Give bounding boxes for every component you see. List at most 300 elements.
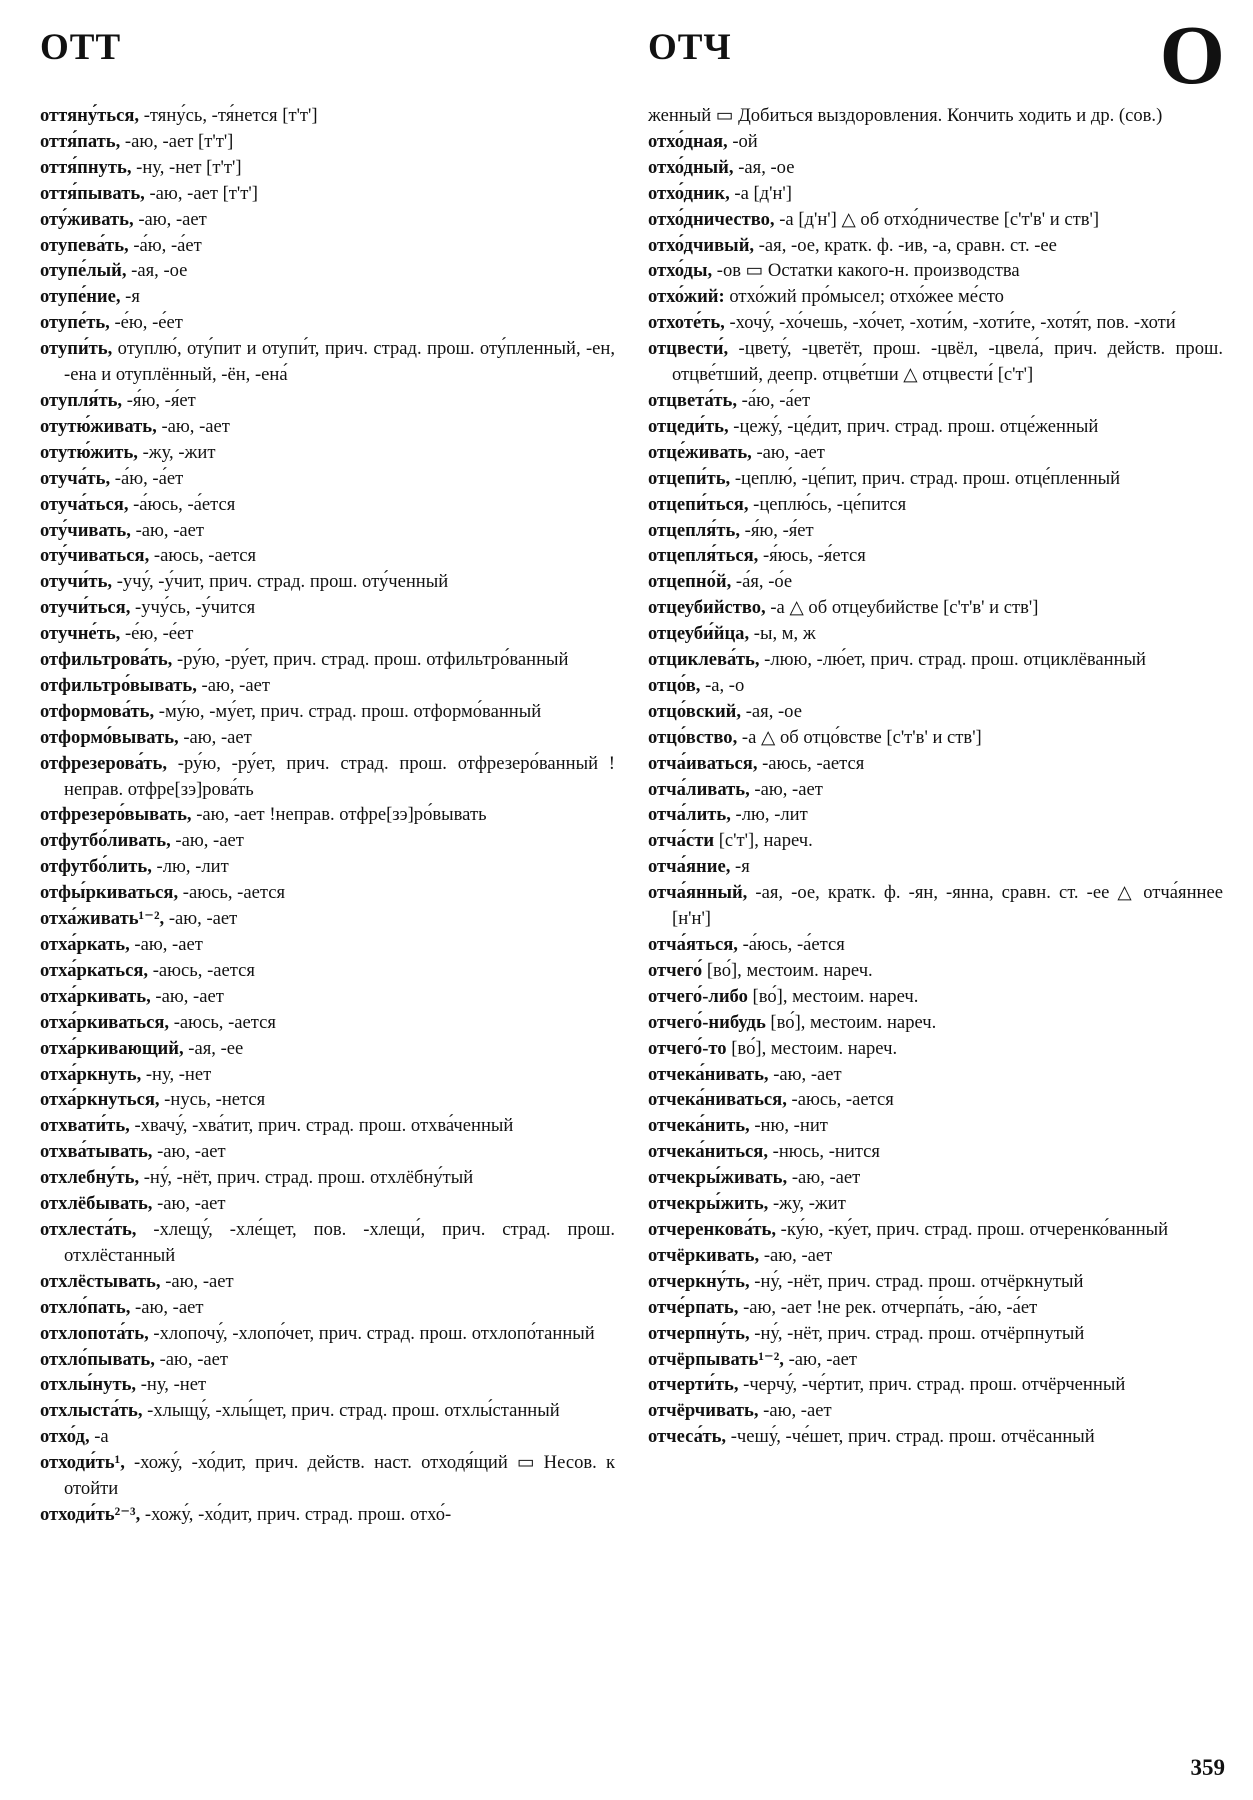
entry-forms: -жу, -жит <box>137 441 216 463</box>
entry-headword: отхлёстывать, <box>40 1270 161 1292</box>
entry-headword: оття́пать, <box>40 130 121 152</box>
dictionary-entry <box>648 207 1223 233</box>
dictionary-entry <box>40 1165 615 1191</box>
entry-forms: -ая, -ое, кратк. ф. -ян, -янна, сравн. ст. -ее △ отча́яннее [н'н'] <box>672 882 1223 930</box>
entry-forms: -аю, -ает <box>196 674 270 696</box>
entry-headword: отциклева́ть, <box>648 649 760 671</box>
entry-forms: -я́ю, -я́ет <box>122 389 196 411</box>
entry-forms: -ну, -нет <box>141 1063 212 1085</box>
dictionary-entry <box>40 1191 615 1217</box>
dictionary-entry <box>40 725 615 751</box>
dictionary-entry <box>648 181 1223 207</box>
entry-headword: отхо́дчивый, <box>648 234 755 256</box>
entry-forms: -ая, -ое <box>126 260 188 282</box>
entry-forms: -е́ю, -е́ет <box>109 312 183 334</box>
entry-forms: -аю, -ает <box>758 1400 832 1422</box>
dictionary-entry <box>648 1372 1223 1398</box>
dictionary-entry <box>648 284 1223 310</box>
dictionary-entry <box>648 1243 1223 1269</box>
entry-forms: -а́я, -о́е <box>731 571 793 593</box>
entry-headword: отха́ркнуть, <box>40 1063 142 1085</box>
dictionary-entry <box>648 569 1223 595</box>
dictionary-entry <box>40 440 615 466</box>
dictionary-entry <box>648 103 1223 129</box>
entry-forms: -аю, -ает <box>150 985 224 1007</box>
entry-headword: отхлыста́ть, <box>40 1400 143 1422</box>
entry-headword: отупева́ть, <box>40 234 129 256</box>
dictionary-entry <box>40 336 615 388</box>
entry-headword: отчека́нить, <box>648 1115 750 1137</box>
entry-forms: -хожу́, -хо́дит, прич. действ. наст. отходя́щий ▭ Несов. к отойти <box>64 1452 615 1500</box>
entry-forms: -хочу́, -хо́чешь, -хо́чет, -хоти́м, -хоти́те, -хотя́т, пов. -хоти́ <box>724 312 1176 334</box>
dictionary-entry <box>40 569 615 595</box>
entry-headword: отхло́пать, <box>40 1296 131 1318</box>
dictionary-entry <box>648 647 1223 673</box>
dictionary-entry <box>40 932 615 958</box>
dictionary-entry <box>40 1424 615 1450</box>
entry-forms: -а́юсь, -а́ется <box>128 493 236 515</box>
entry-forms: -ну, -нет [т'т'] <box>131 156 242 178</box>
page-number: 359 <box>1190 1755 1225 1780</box>
entry-headword: отфутбо́лить, <box>40 856 152 878</box>
entry-headword: отупе́лый, <box>40 260 127 282</box>
dictionary-entry <box>648 1269 1223 1295</box>
dictionary-entry <box>648 725 1223 751</box>
entry-forms: -аюсь, -ается <box>169 1011 276 1033</box>
entry-headword: отцо́вство, <box>648 726 738 748</box>
entry-forms: -аю, -ает <box>160 1270 234 1292</box>
dictionary-entry <box>648 932 1223 958</box>
entry-forms: -ая, -ое, кратк. ф. -ив, -а, сравн. ст. -ее <box>754 234 1057 256</box>
dictionary-entry <box>40 751 615 803</box>
entry-forms: -аю, -ает <box>152 1193 226 1215</box>
dictionary-entry <box>648 621 1223 647</box>
entry-forms: -цвету́, -цветёт, прош. -цвёл, -цвела́, прич. действ. прош. отцве́тший, деепр. отцве́тши △ отцвести́ [с'т'] <box>672 338 1223 386</box>
entry-forms: -хвачу́, -хва́тит, прич. страд. прош. отхва́ченный <box>129 1115 514 1137</box>
entry-headword: отчёрчивать, <box>648 1400 759 1422</box>
dictionary-entry <box>648 1113 1223 1139</box>
entry-headword: отуча́ть, <box>40 467 111 489</box>
dictionary-entry <box>40 103 615 129</box>
entry-headword: отча́лить, <box>648 804 731 826</box>
entry-forms: -ру́ю, -ру́ет, прич. страд. прош. отфрезеро́ванный !неправ. отфре[зэ]рова́ть <box>64 752 615 800</box>
dictionary-entry <box>40 1398 615 1424</box>
entry-headword: отходи́ть¹, <box>40 1452 125 1474</box>
entry-headword: отупи́ть, <box>40 338 113 360</box>
entry-forms: -аю, -ает <box>749 778 823 800</box>
entry-forms: -аю, -ает <box>156 415 230 437</box>
dictionary-entry <box>40 1347 615 1373</box>
dictionary-entry <box>648 310 1223 336</box>
entry-forms: -аю, -ает <box>768 1063 842 1085</box>
entry-headword: отцепля́ться, <box>648 545 759 567</box>
dictionary-entry <box>40 155 615 181</box>
dictionary-entry <box>648 1295 1223 1321</box>
entry-forms: -цеплю́, -це́пит, прич. страд. прош. отце́пленный <box>730 467 1121 489</box>
dictionary-entry <box>648 440 1223 466</box>
entry-headword: отфильтро́вывать, <box>40 674 197 696</box>
entry-forms: -а́ю, -а́ет <box>128 234 202 256</box>
entry-forms: -я <box>120 286 140 308</box>
entry-headword: отцепи́ть, <box>648 467 731 489</box>
dictionary-entry <box>40 310 615 336</box>
entry-headword: отчеренкова́ть, <box>648 1218 777 1240</box>
dictionary-entry <box>648 1010 1223 1036</box>
entry-headword: отчекры́живать, <box>648 1167 788 1189</box>
dictionary-entry <box>648 1321 1223 1347</box>
entry-forms: -аю, -ает <box>130 1296 204 1318</box>
entry-forms: -ну́, -нёт, прич. страд. прош. отчёрпнутый <box>749 1322 1085 1344</box>
entry-headword: отха́ркиваться, <box>40 1011 170 1033</box>
entry-headword: отхо́ды, <box>648 260 713 282</box>
entry-headword: отхоте́ть, <box>648 312 725 334</box>
running-head-left: ОТТ <box>40 27 122 68</box>
running-head-right: ОТЧ <box>648 27 732 68</box>
dictionary-entry <box>648 543 1223 569</box>
dictionary-entry <box>648 984 1223 1010</box>
dictionary-entry <box>40 1269 615 1295</box>
entry-headword: отуча́ться, <box>40 493 129 515</box>
entry-headword: отфрезеро́вывать, <box>40 804 192 826</box>
dictionary-entry <box>40 1087 615 1113</box>
entry-headword: отчего́ <box>648 959 703 981</box>
entry-headword: отчеса́ть, <box>648 1426 727 1448</box>
entry-forms: -аю, -ает <box>164 908 238 930</box>
entry-forms: -жу, -жит <box>768 1193 846 1215</box>
entry-headword: отча́янный, <box>648 882 748 904</box>
entry-headword: отцеубийство, <box>648 597 766 619</box>
entry-headword: отчёрпывать¹⁻², <box>648 1348 784 1370</box>
entry-forms: -я́юсь, -я́ется <box>758 545 866 567</box>
entry-headword: отфильтрова́ть, <box>40 649 173 671</box>
entry-headword: отха́ркивающий, <box>40 1037 184 1059</box>
entry-forms: [во́], местоим. нареч. <box>726 1037 898 1059</box>
entry-headword: отцепи́ться, <box>648 493 749 515</box>
dictionary-entry <box>648 1165 1223 1191</box>
entry-forms: -нусь, -нется <box>159 1089 266 1111</box>
entry-forms: отуплю́, оту́пит и отупи́т, прич. страд. прош. оту́пленный, -ен, -ена и отуплённый, -ён, -ена́ <box>64 338 615 386</box>
entry-forms: -аю, -ает <box>178 726 252 748</box>
entry-forms: -му́ю, -му́ет, прич. страд. прош. отформо́ванный <box>154 700 542 722</box>
dictionary-entry <box>40 1010 615 1036</box>
entry-headword: отхва́тывать, <box>40 1141 153 1163</box>
entry-headword: отхлы́нуть, <box>40 1374 137 1396</box>
dictionary-entry <box>648 492 1223 518</box>
entry-forms: -учу́сь, -у́чится <box>130 597 256 619</box>
entry-headword: отутю́живать, <box>40 415 157 437</box>
entry-forms: -аю, -ает <box>133 208 207 230</box>
entry-forms: -цежу́, -це́дит, прич. страд. прош. отце́женный <box>728 415 1099 437</box>
entry-forms: -аюсь, -ается <box>786 1089 894 1111</box>
dictionary-entry <box>40 466 615 492</box>
dictionary-entry <box>40 1450 615 1502</box>
entry-headword: отча́иваться, <box>648 752 758 774</box>
entry-headword: отча́ливать, <box>648 778 750 800</box>
dictionary-entry <box>648 1347 1223 1373</box>
entry-forms: -аю, -ает <box>783 1348 858 1370</box>
entry-headword: отупе́ть, <box>40 312 110 334</box>
dictionary-entry <box>648 751 1223 777</box>
dictionary-entry <box>40 1139 615 1165</box>
entry-forms: -хлыщу́, -хлы́щет, прич. страд. прош. отхлы́станный <box>142 1400 560 1422</box>
dictionary-entry <box>648 1191 1223 1217</box>
entry-headword: отхлеста́ть, <box>40 1218 137 1240</box>
entry-headword: отфы́ркиваться, <box>40 882 179 904</box>
entry-headword: оття́пывать, <box>40 182 145 204</box>
dictionary-entry <box>648 777 1223 803</box>
entry-forms: отхо́жий про́мысел; отхо́жее ме́сто <box>724 286 1004 308</box>
dictionary-entry <box>648 802 1223 828</box>
dictionary-entry <box>648 1062 1223 1088</box>
entry-headword: отцепно́й, <box>648 571 732 593</box>
entry-forms: -ку́ю, -ку́ет, прич. страд. прош. отчеренко́ванный <box>776 1218 1169 1240</box>
dictionary-entry <box>40 621 615 647</box>
dictionary-entry <box>40 1372 615 1398</box>
dictionary-entry <box>648 258 1223 284</box>
entry-headword: отхо́дник, <box>648 182 730 204</box>
entry-headword: отхло́пывать, <box>40 1348 155 1370</box>
dictionary-entry <box>40 543 615 569</box>
entry-headword: отцепля́ть, <box>648 519 740 541</box>
entry-forms: -ну, -нет <box>136 1374 207 1396</box>
entry-forms: -ов ▭ Остатки какого-н. производства <box>712 260 1020 282</box>
entry-forms: -я <box>730 856 750 878</box>
entry-forms: -а́юсь, -а́ется <box>737 934 845 955</box>
entry-forms: -аю, -ает <box>170 830 244 852</box>
dictionary-entry <box>648 466 1223 492</box>
dictionary-entry <box>648 1217 1223 1243</box>
entry-forms: -а, -о <box>700 674 745 696</box>
entry-forms: -учу́, -у́чит, прич. страд. прош. оту́ченный <box>112 571 449 593</box>
entry-forms: -аюсь, -ается <box>148 959 255 981</box>
entry-headword: отчерти́ть, <box>648 1374 739 1396</box>
entry-forms: -аю, -ает <box>154 1348 229 1370</box>
dictionary-entry <box>648 1139 1223 1165</box>
dictionary-entry <box>648 1398 1223 1424</box>
entry-forms: -хожу́, -хо́дит, прич. страд. прош. отхо́- <box>140 1503 452 1525</box>
entry-headword: отформо́вывать, <box>40 726 179 748</box>
dictionary-entry <box>648 699 1223 725</box>
entry-headword: отчего́-нибудь <box>648 1011 766 1033</box>
entry-forms: -е́ю, -е́ет <box>120 623 194 645</box>
entry-headword: отхо́дная, <box>648 130 728 152</box>
entry-headword: отупе́ние, <box>40 286 121 308</box>
section-letter: О <box>1159 9 1225 102</box>
dictionary-entry <box>40 233 615 259</box>
entry-headword: оття́пнуть, <box>40 156 132 178</box>
entry-forms: -чешу́, -че́шет, прич. страд. прош. отчёсанный <box>726 1426 1095 1448</box>
entry-headword: отформова́ть, <box>40 700 155 722</box>
dictionary-entry <box>648 233 1223 259</box>
entry-forms: -аюсь, -ается <box>149 545 257 567</box>
dictionary-entry <box>40 1295 615 1321</box>
entry-headword: отхо́д, <box>40 1426 90 1448</box>
dictionary-entry <box>40 828 615 854</box>
dictionary-entry <box>648 1036 1223 1062</box>
dictionary-entry <box>648 854 1223 880</box>
entry-forms: -ая, -ое <box>741 700 802 722</box>
entry-headword: отучи́ться, <box>40 597 131 619</box>
entry-forms: -хлопочу́, -хлопо́чет, прич. страд. прош. отхлопо́танный <box>148 1322 595 1344</box>
entry-headword: отха́ркивать, <box>40 985 151 1007</box>
dictionary-entry <box>648 595 1223 621</box>
entry-forms: -ая, -ее <box>183 1037 244 1059</box>
entry-headword: отхо́дный, <box>648 156 734 178</box>
entry-forms: -люю, -лю́ет, прич. страд. прош. отциклёванный <box>759 649 1147 671</box>
entry-forms: -тяну́сь, -тя́нется [т'т'] <box>139 105 318 126</box>
entry-headword: отхлебну́ть, <box>40 1167 140 1189</box>
entry-headword: отчекры́жить, <box>648 1193 769 1215</box>
dictionary-entry <box>40 647 615 673</box>
entry-forms: -а́ю, -а́ет <box>110 467 184 489</box>
entry-forms: -черчу́, -че́ртит, прич. страд. прош. отчёрченный <box>738 1374 1126 1396</box>
entry-forms: [во́], местоим. нареч. <box>747 985 919 1007</box>
entry-forms: -а [д'н'] <box>729 182 792 204</box>
entry-forms: -лю, -лит <box>730 804 808 826</box>
entry-headword: отха́ркаться, <box>40 959 149 981</box>
dictionary-entry <box>40 1036 615 1062</box>
entry-forms: -аю, -ает [т'т'] <box>120 130 234 152</box>
dictionary-entry <box>40 854 615 880</box>
entry-forms: -а́ю, -а́ет <box>736 389 811 411</box>
entry-headword: отцеди́ть, <box>648 415 729 437</box>
entry-forms: [с'т'], нареч. <box>714 830 813 852</box>
entry-forms: женный ▭ Добиться выздоровления. Кончить ходить и др. (сов.) <box>648 105 1163 126</box>
entry-headword: оттяну́ться, <box>40 105 140 126</box>
dictionary-entry <box>40 1502 615 1528</box>
entry-forms: -аю, -ает <box>152 1141 226 1163</box>
entry-forms: -аюсь, -ается <box>757 752 865 774</box>
entry-headword: отцвести́, <box>648 338 729 360</box>
entry-forms: -ну́, -нёт, прич. страд. прош. отхлёбну́тый <box>139 1167 474 1189</box>
dictionary-entry <box>40 699 615 725</box>
dictionary-entry <box>40 906 615 932</box>
entry-headword: отча́сти <box>648 830 715 852</box>
entry-headword: отчека́ниться, <box>648 1141 769 1163</box>
entry-headword: отха́ркать, <box>40 934 130 955</box>
entry-forms: -ню, -нит <box>749 1115 828 1137</box>
dictionary-entry <box>40 129 615 155</box>
dictionary-entry <box>40 181 615 207</box>
entry-headword: отцеуби́йца, <box>648 623 750 645</box>
entry-headword: отучи́ть, <box>40 571 113 593</box>
entry-forms: -ру́ю, -ру́ет, прич. страд. прош. отфильтро́ванный <box>172 649 569 671</box>
entry-headword: отчеркну́ть, <box>648 1270 750 1292</box>
dictionary-entry <box>40 595 615 621</box>
entry-forms: -а △ об отцо́встве [с'т'в' и ств'] <box>737 726 982 748</box>
entry-forms: -а △ об отцеубийстве [с'т'в' и ств'] <box>765 597 1039 619</box>
left-column <box>40 103 615 1528</box>
entry-forms: -нюсь, -нится <box>768 1141 880 1163</box>
entry-forms: -аю, -ает <box>751 441 825 463</box>
dictionary-entry <box>40 518 615 544</box>
entry-headword: отцвета́ть, <box>648 389 737 411</box>
dictionary-entry <box>648 880 1223 932</box>
dictionary-entry <box>40 388 615 414</box>
entry-headword: отцо́вский, <box>648 700 742 722</box>
entry-headword: оту́чиваться, <box>40 545 150 567</box>
entry-forms: [во́], местоим. нареч. <box>765 1011 937 1033</box>
entry-headword: отчего́-то <box>648 1037 727 1059</box>
dictionary-entry <box>40 1062 615 1088</box>
entry-headword: отхвати́ть, <box>40 1115 130 1137</box>
entry-forms: -аю, -ает [т'т'] <box>144 182 258 204</box>
entry-forms: -лю, -лит <box>151 856 229 878</box>
entry-headword: отчека́ниваться, <box>648 1089 787 1111</box>
entry-forms: -аю, -ает <box>759 1244 833 1266</box>
entry-headword: отчерпну́ть, <box>648 1322 750 1344</box>
dictionary-entry <box>648 1087 1223 1113</box>
dictionary-entry <box>648 1424 1223 1450</box>
entry-forms: -аюсь, -ается <box>178 882 285 904</box>
dictionary-entry <box>40 492 615 518</box>
dictionary-entry <box>40 880 615 906</box>
entry-forms: -аю, -ает <box>129 934 203 955</box>
dictionary-entry <box>40 207 615 233</box>
entry-headword: отчёркивать, <box>648 1244 760 1266</box>
dictionary-entry <box>648 155 1223 181</box>
entry-forms: -ы, м, ж <box>749 623 816 645</box>
entry-headword: оту́живать, <box>40 208 134 230</box>
entry-headword: отупля́ть, <box>40 389 123 411</box>
dictionary-entry <box>648 336 1223 388</box>
entry-forms: -ой <box>727 130 758 152</box>
entry-headword: отхо́жий: <box>648 286 725 308</box>
entry-headword: отучне́ть, <box>40 623 121 645</box>
entry-headword: отхлопота́ть, <box>40 1322 149 1344</box>
dictionary-entry <box>648 828 1223 854</box>
entry-headword: отче́рпать, <box>648 1296 739 1318</box>
entry-headword: отхо́дничество, <box>648 208 775 230</box>
entry-forms: -а <box>89 1426 109 1448</box>
dictionary-entry <box>40 1217 615 1269</box>
entry-forms: -а [д'н'] △ об отхо́дничестве [с'т'в' и ств'] <box>774 208 1100 230</box>
entry-headword: отходи́ть²⁻³, <box>40 1503 141 1525</box>
entry-forms: -ну́, -нёт, прич. страд. прош. отчёркнутый <box>749 1270 1084 1292</box>
dictionary-entry <box>40 958 615 984</box>
entry-forms: -я́ю, -я́ет <box>739 519 814 541</box>
entry-headword: отутю́жить, <box>40 441 138 463</box>
dictionary-entry <box>648 129 1223 155</box>
entry-headword: отхлёбывать, <box>40 1193 153 1215</box>
entry-headword: отха́ркнуться, <box>40 1089 160 1111</box>
dictionary-entry <box>648 388 1223 414</box>
dictionary-entry <box>40 802 615 828</box>
entry-headword: отча́яться, <box>648 934 738 955</box>
entry-forms: -цеплю́сь, -це́пится <box>748 493 907 515</box>
dictionary-entry <box>648 414 1223 440</box>
entry-headword: отфрезерова́ть, <box>40 752 168 774</box>
dictionary-entry <box>40 258 615 284</box>
entry-forms: -хлещу́, -хле́щет, пов. -хлещи́, прич. страд. прош. отхлёстанный <box>64 1218 615 1266</box>
entry-headword: отчего́-либо <box>648 985 748 1007</box>
entry-headword: отча́яние, <box>648 856 731 878</box>
entry-headword: отфутбо́ливать, <box>40 830 171 852</box>
entry-forms: -аю, -ает <box>130 519 205 541</box>
entry-forms: -аю, -ает <box>787 1167 861 1189</box>
entry-headword: отчека́нивать, <box>648 1063 769 1085</box>
dictionary-entry <box>648 958 1223 984</box>
dictionary-entry <box>648 518 1223 544</box>
dictionary-entry <box>40 673 615 699</box>
dictionary-entry <box>40 1113 615 1139</box>
entry-headword: отце́живать, <box>648 441 752 463</box>
entry-forms: -аю, -ает !неправ. отфре[зэ]ро́вывать <box>191 804 487 826</box>
right-column <box>648 103 1223 1450</box>
entry-forms: -ая, -ое <box>733 156 795 178</box>
dictionary-entry <box>40 1321 615 1347</box>
dictionary-entry <box>40 984 615 1010</box>
